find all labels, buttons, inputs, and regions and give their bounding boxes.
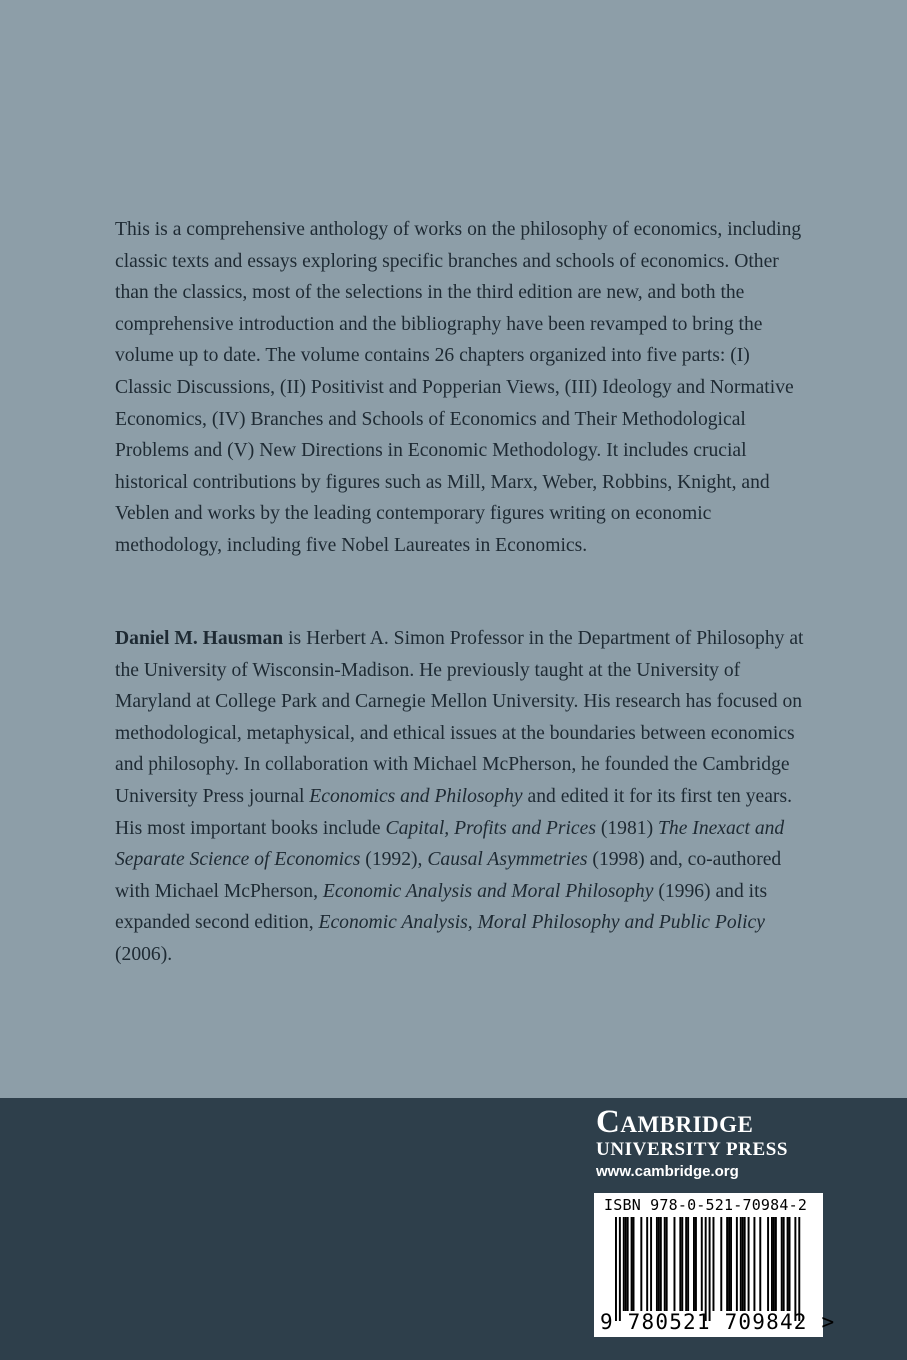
barcode-bar [713, 1217, 715, 1311]
barcode-bar [773, 1217, 775, 1311]
barcode-bar [685, 1217, 687, 1311]
barcode-bar [693, 1217, 695, 1311]
barcode-bar [759, 1217, 761, 1311]
barcode-bar [658, 1217, 660, 1311]
barcode-bar [705, 1217, 707, 1321]
barcode-bar [619, 1217, 621, 1321]
author-name: Daniel M. Hausman [115, 628, 284, 649]
barcode-bar [740, 1217, 742, 1311]
barcode-bar [646, 1217, 648, 1311]
barcode-bar [695, 1217, 697, 1311]
bio-text-3: (1981) [595, 817, 658, 839]
publisher-logo [596, 1104, 826, 1183]
barcode-bar [781, 1217, 783, 1311]
barcode-bar [709, 1217, 711, 1321]
barcode-bar [798, 1217, 800, 1321]
journal-title: Economics and Philosophy [309, 785, 523, 807]
publisher-name: Cambridge [596, 1104, 754, 1140]
barcode-bar [674, 1217, 676, 1311]
barcode-bar [789, 1217, 791, 1311]
publisher-url: www.cambridge.org [596, 1163, 739, 1180]
barcode-bar [681, 1217, 683, 1311]
book-title-5: Economic Analysis, Moral Philosophy and Public Policy [318, 912, 765, 934]
barcode-bar [631, 1217, 633, 1311]
barcode-bar [720, 1217, 722, 1311]
barcode-bar [625, 1217, 627, 1311]
book-description: This is a comprehensive anthology of works on the philosophy of economics, including classic texts and essays exploring specific branches and schools of economics. Other than the classics, most of the selections in the third edition are new, and both the comprehensive introduction and the bibliography have been revamped to bring the volume up to date. The volume contains 26 chapters organized into five parts: (I) Classic Discussions, (II) Positivist and Popperian Views, (III) Ideology and Normative Economics, (IV) Branches and Schools of Economics and Their Methodological Problems and (V) New Directions in Economic Methodology. It includes crucial historical contributions by figures such as Mill, Marx, Weber, Robbins, Knight, and Veblen and works by the leading contemporary figures writing on economic methodology, including five Nobel Laureates in Economics. [115, 219, 802, 556]
barcode-bar [687, 1217, 689, 1311]
book-title-3: Causal Asymmetries [427, 849, 588, 871]
bio-text-6: (1996) and its expanded second edition, [115, 880, 768, 934]
barcode-bar [753, 1217, 755, 1311]
barcode-bar [783, 1217, 785, 1311]
barcode-bar [664, 1217, 666, 1311]
barcode-bar [666, 1217, 668, 1311]
barcode-panel [594, 1193, 836, 1337]
barcode-bar [742, 1217, 744, 1311]
isbn-label: ISBN 978-0-521-70984-2 [604, 1196, 808, 1214]
bio-text-7: (2006). [115, 943, 173, 965]
bio-text-5: (1998) and, co-authored with Michael McPherson, [115, 849, 782, 902]
barcode-bar [736, 1217, 738, 1311]
bio-text-4: (1992), [360, 849, 428, 871]
book-title-1: Capital, Profits and Prices [385, 817, 596, 839]
barcode-bar [794, 1217, 796, 1321]
barcode-bar [748, 1217, 750, 1311]
barcode-bar [744, 1217, 746, 1311]
barcode-bar [726, 1217, 728, 1311]
barcode-bar [633, 1217, 635, 1311]
barcode-digits: 9 780521 709842 > [600, 1310, 836, 1334]
barcode-bar [623, 1217, 625, 1311]
author-biography [115, 623, 805, 971]
barcode-bar [730, 1217, 732, 1311]
book-title-4: Economic Analysis and Moral Philosophy [322, 880, 654, 902]
barcode-bar [615, 1217, 617, 1321]
barcode-bar [767, 1217, 769, 1311]
barcode-bar [775, 1217, 777, 1311]
barcode-bar [679, 1217, 681, 1311]
bio-text-1: is Herbert A. Simon Professor in the Department of Philosophy at the University of Wisconsin-Madison. He previously taught at the University of Maryland at College Park and Carnegie Mellon University. His research has focused on methodological, metaphysical, and ethical issues at the boundaries between economics and philosophy. In collaboration with Michael McPherson, he founded the Cambridge University Press journal [115, 628, 804, 807]
barcode-bar [627, 1217, 629, 1311]
book-title-2: The Inexact and Separate Science of Economics [115, 817, 785, 871]
barcode-bar [650, 1217, 652, 1311]
barcode-bar [701, 1217, 703, 1311]
barcode-bar [656, 1217, 658, 1311]
publisher-subtitle: UNIVERSITY PRESS [596, 1139, 789, 1160]
barcode-bar [660, 1217, 662, 1311]
barcode-bar [787, 1217, 789, 1311]
barcode-bar [640, 1217, 642, 1311]
bio-text-2: and edited it for its first ten years. His most important books include [115, 785, 792, 839]
barcode-bar [728, 1217, 730, 1311]
barcode-bar [771, 1217, 773, 1311]
